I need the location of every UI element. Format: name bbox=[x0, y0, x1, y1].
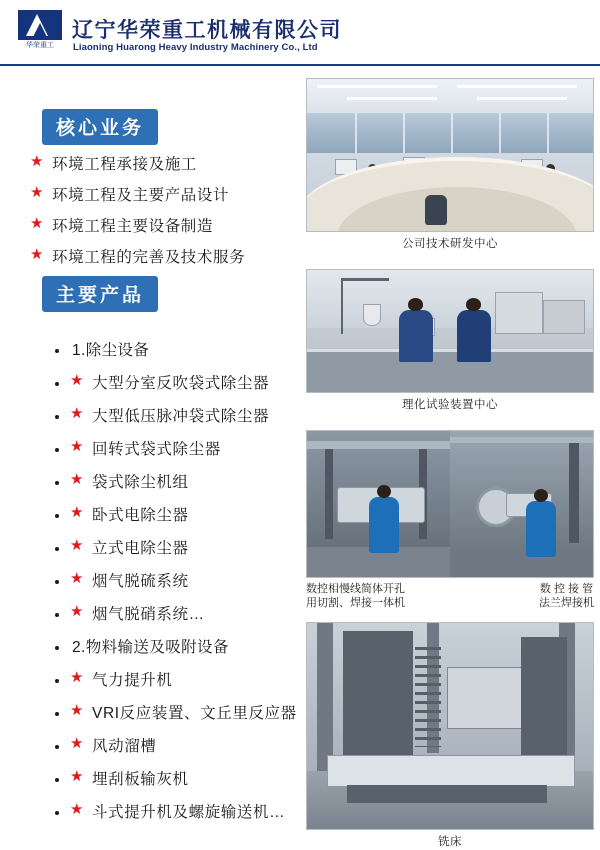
star-icon: ★ bbox=[30, 246, 45, 263]
star-icon: • ★ bbox=[70, 603, 85, 620]
list-item-label: 大型低压脉冲袋式除尘器 bbox=[92, 408, 270, 425]
list-item bbox=[30, 245, 292, 267]
star-icon: • ★ bbox=[70, 669, 85, 686]
star-icon: ★ bbox=[30, 153, 45, 170]
star-icon: • ★ bbox=[70, 570, 85, 587]
photo-caption: 铣床 bbox=[438, 836, 462, 848]
photo-caption-left: 数控相慢线简体开孔 用切割、焊接一体机 bbox=[306, 583, 405, 609]
list-item-label: 环境工程主要设备制造 bbox=[52, 218, 214, 235]
star-icon: • ★ bbox=[70, 735, 85, 752]
company-logo bbox=[18, 10, 62, 54]
list-item-label: VRI反应装置、文丘里反应器 bbox=[92, 705, 297, 722]
ceiling bbox=[307, 79, 593, 113]
photo-tech-research-center bbox=[306, 78, 594, 232]
photo-caption: 公司技术研发中心 bbox=[402, 238, 498, 250]
section-core-business-header bbox=[42, 109, 158, 145]
worker bbox=[369, 497, 399, 553]
photo-caption: 理化试验装置中心 bbox=[402, 399, 498, 411]
list-item-label: 烟气脱硫系统 bbox=[92, 573, 189, 590]
list-item-label: 袋式除尘机组 bbox=[92, 474, 189, 491]
right-photo-column bbox=[296, 64, 600, 848]
star-icon: • ★ bbox=[70, 801, 85, 818]
list-item-label: 烟气脱硝系统… bbox=[92, 606, 205, 623]
lab-technician bbox=[457, 310, 491, 362]
photo-block-lab bbox=[306, 269, 594, 413]
star-icon: • ★ bbox=[70, 702, 85, 719]
section-main-products-header bbox=[42, 276, 158, 312]
section-title: 主要产品 bbox=[42, 276, 158, 312]
company-name-en: Liaoning Huarong Heavy Industry Machinery Co., Ltd bbox=[73, 42, 318, 53]
list-item-label: 立式电除尘器 bbox=[92, 540, 189, 557]
star-icon: ★ bbox=[30, 215, 45, 232]
star-icon: • ★ bbox=[70, 372, 85, 389]
star-icon: • ★ bbox=[70, 405, 85, 422]
lab-technician bbox=[399, 310, 433, 362]
logo-mountain-icon bbox=[18, 10, 62, 40]
star-icon: • ★ bbox=[70, 504, 85, 521]
lab-bench bbox=[307, 352, 593, 392]
company-name-cn: 辽宁华荣重工机械有限公司 bbox=[72, 19, 342, 42]
section-title: 核心业务 bbox=[42, 109, 158, 145]
photo-cnc-pair bbox=[306, 430, 594, 578]
star-icon: • ★ bbox=[70, 438, 85, 455]
star-icon: • ★ bbox=[70, 471, 85, 488]
worker bbox=[526, 501, 556, 557]
list-subheading: • 1.除尘设备 bbox=[70, 338, 338, 360]
logo-text: 华荣重工 bbox=[26, 42, 54, 49]
photo-cnc-flange-welding bbox=[450, 431, 593, 577]
photo-cnc-cutting-welding bbox=[307, 431, 451, 577]
star-icon: • ★ bbox=[70, 537, 85, 554]
list-item bbox=[30, 214, 292, 236]
list-item-label: 环境工程及主要产品设计 bbox=[52, 187, 230, 204]
list-item-label: 斗式提升机及螺旋输送机… bbox=[92, 804, 286, 821]
photo-caption-right: 数 控 接 管 法兰焊接机 bbox=[539, 583, 594, 609]
star-icon: ★ bbox=[30, 184, 45, 201]
list-item-label: 风动溜槽 bbox=[92, 738, 157, 755]
list-item bbox=[30, 152, 292, 174]
list-item-label: 气力提升机 bbox=[92, 672, 173, 689]
list-item-label: 大型分室反吹袋式除尘器 bbox=[92, 375, 270, 392]
list-item-label: 环境工程的完善及技术服务 bbox=[52, 249, 246, 266]
machine-ladder bbox=[415, 647, 441, 747]
left-content-column bbox=[0, 64, 297, 821]
office-chair bbox=[425, 195, 447, 225]
machine-table bbox=[327, 755, 575, 787]
list-item-label: 回转式袋式除尘器 bbox=[92, 441, 221, 458]
photo-lab bbox=[306, 269, 594, 393]
page-header bbox=[0, 0, 600, 66]
main-products-list bbox=[30, 338, 338, 833]
photo-block-milling-machine bbox=[306, 622, 594, 850]
window-wall bbox=[307, 113, 593, 153]
photo-block-tech-research-center bbox=[306, 78, 594, 252]
photo-block-cnc bbox=[306, 430, 594, 610]
photo-milling-machine bbox=[306, 622, 594, 830]
list-subheading: • 2.物料输送及吸附设备 bbox=[70, 635, 338, 657]
list-item-label: 卧式电除尘器 bbox=[92, 507, 189, 524]
list-item-label: 环境工程承接及施工 bbox=[52, 156, 197, 173]
list-item-label: 埋刮板输灰机 bbox=[92, 771, 189, 788]
list-item bbox=[30, 183, 292, 205]
core-business-list bbox=[30, 152, 292, 276]
star-icon: • ★ bbox=[70, 768, 85, 785]
photo-caption-pair bbox=[306, 582, 594, 610]
